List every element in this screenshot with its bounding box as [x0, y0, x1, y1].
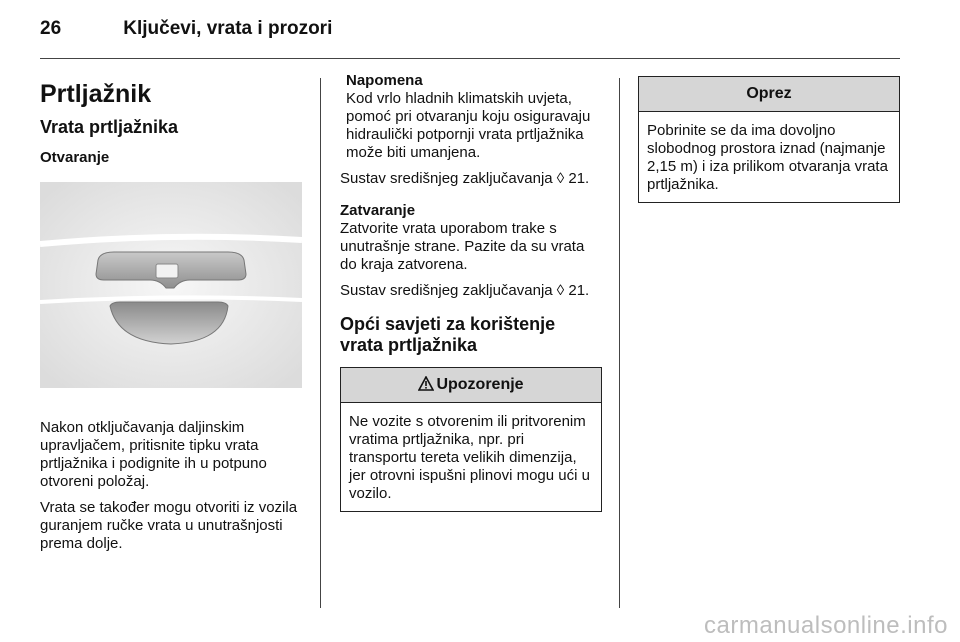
warning-box — [340, 367, 602, 512]
caution-box — [638, 76, 900, 203]
warning-triangle-icon — [418, 376, 434, 391]
watermark: carmanualsonline.info — [704, 612, 948, 639]
warning-title: Upozorenje — [436, 376, 524, 394]
header-rule — [40, 58, 900, 59]
subhead-opening: Otvaranje — [40, 149, 110, 166]
column-divider-2 — [619, 78, 620, 608]
caution-text: Pobrinite se da ima dovoljno slobodnog prostora iznad (najmanje 2,15 m) i iza prilikom otvaranja vrata prtljažnika. — [647, 122, 888, 193]
caution-title: Oprez — [639, 77, 899, 112]
closing-text: Zatvorite vrata uporabom trake s unutrašnje strane. Pazite da su vrata do kraja zatvorena. — [340, 220, 585, 273]
opening-paragraph-2: Vrata se također mogu otvoriti iz vozila guranjem ručke vrata u unutrašnjosti prema dolje. — [40, 499, 298, 552]
warning-text: Ne vozite s otvorenim ili pritvorenim vratima prtljažnika, npr. pri transportu tereta velikih dimenzija, jer otrovni ispušni plinovi mogu ući u vozilo. — [349, 413, 590, 503]
column-right — [638, 76, 900, 203]
column-middle — [340, 72, 602, 512]
note-text: Kod vrlo hladnih klimatskih uvjeta, pomoć pri otvaranju koju osiguravaju hidraulički potpornji vrata prtljažnika može biti umanjena. — [346, 90, 591, 161]
page-number: 26 — [40, 18, 62, 39]
general-tips-title: Opći savjeti za korištenje vrata prtljažnika — [340, 314, 556, 355]
subsection-title: Vrata prtljažnika — [40, 117, 179, 137]
subhead-closing: Zatvaranje — [340, 202, 416, 219]
chapter-title: Ključevi, vrata i prozori — [123, 18, 333, 39]
tailgate-handle-illustration — [40, 182, 302, 388]
reference-central-locking-1: Sustav središnjeg zaključavanja ◊ 21. — [340, 170, 590, 187]
note-label: Napomena — [346, 72, 423, 89]
section-title: Prtljažnik — [40, 80, 152, 108]
warning-header — [341, 368, 601, 403]
opening-paragraph-1: Nakon otključavanja daljinskim upravljačem, pritisnite tipku vrata prtljažnika i podignite ih u potpuno otvoreni položaj. — [40, 419, 267, 490]
note-block — [340, 72, 602, 162]
reference-central-locking-2: Sustav središnjeg zaključavanja ◊ 21. — [340, 282, 590, 299]
page-header — [40, 18, 332, 40]
column-left — [40, 72, 305, 561]
column-divider-1 — [320, 78, 321, 608]
